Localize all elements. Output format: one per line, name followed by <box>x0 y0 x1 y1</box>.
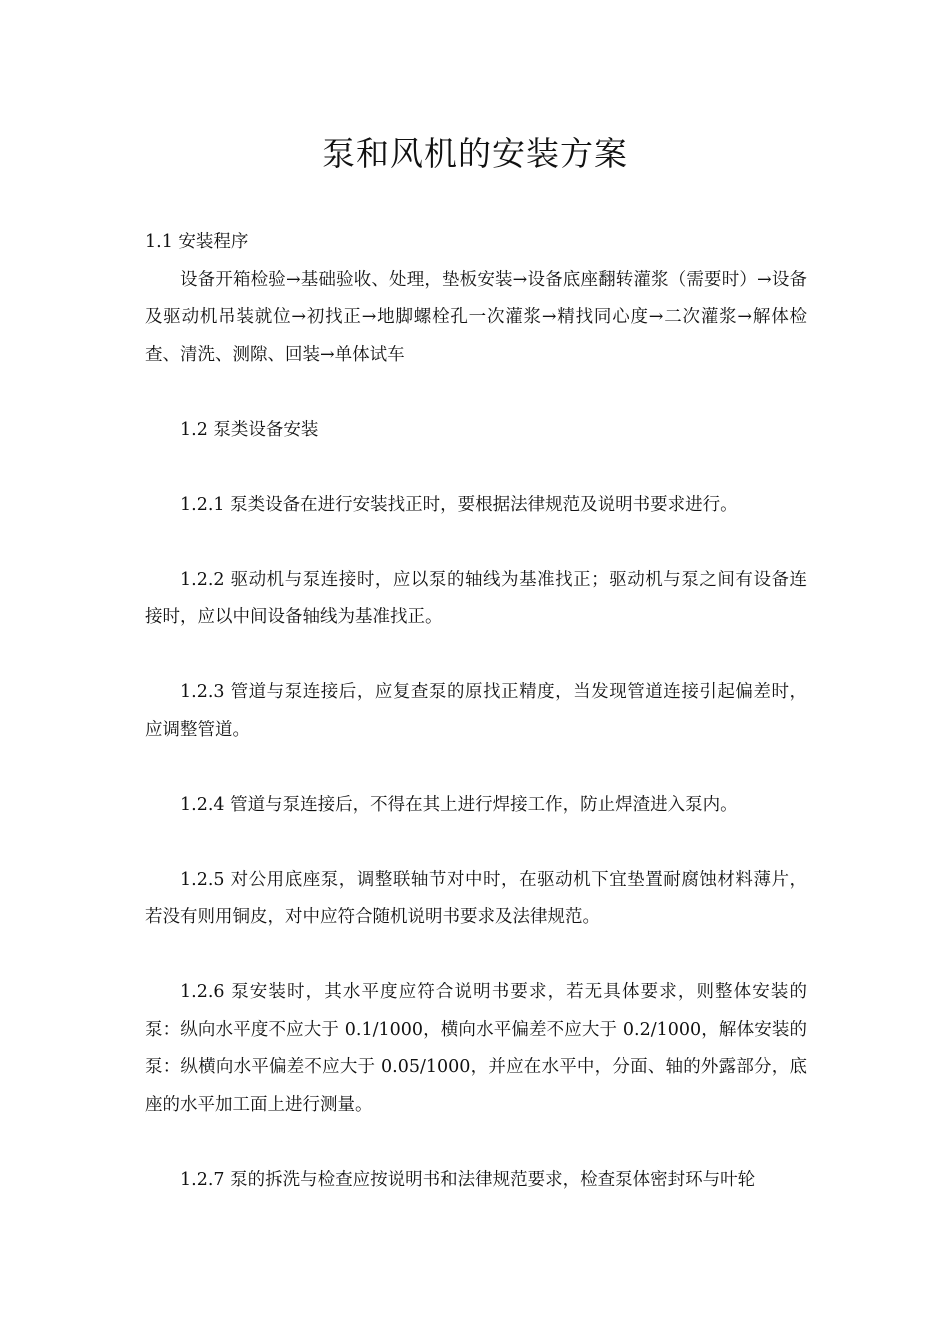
paragraph-1-2-3: 1.2.3 管道与泵连接后，应复查泵的原找正精度，当发现管道连接引起偏差时，应调整管道。 <box>145 682 807 740</box>
paragraph-1-2-6: 1.2.6 泵安装时，其水平度应符合说明书要求，若无具体要求，则整体安装的泵：纵向水平度不应大于 0.1/1000，横向水平偏差不应大于 0.2/1000，解体安装的泵：纵横向水平偏差不应大于 0.05/1000，并应在水平中，分面、轴的外露部分，底座的水平加工面上进行测量。 <box>145 982 807 1115</box>
document-body <box>145 224 807 1199</box>
section-heading-1-2: 1.2 泵类设备安装 <box>180 419 319 440</box>
paragraph-1-2-7: 1.2.7 泵的拆洗与检查应按说明书和法律规范要求，检查泵体密封环与叶轮 <box>180 1169 756 1190</box>
paragraph-install-procedure: 设备开箱检验→基础验收、处理，垫板安装→设备底座翻转灌浆（需要时）→设备及驱动机吊装就位→初找正→地脚螺栓孔一次灌浆→精找同心度→二次灌浆→解体检查、清洗、测隙、回装→单体试车 <box>145 269 807 365</box>
paragraph-1-2-4: 1.2.4 管道与泵连接后，不得在其上进行焊接工作，防止焊渣进入泵内。 <box>180 794 738 815</box>
paragraph-1-2-2: 1.2.2 驱动机与泵连接时，应以泵的轴线为基准找正；驱动机与泵之间有设备连接时，应以中间设备轴线为基准找正。 <box>145 569 807 627</box>
paragraph-1-2-1: 1.2.1 泵类设备在进行安装找正时，要根据法律规范及说明书要求进行。 <box>180 494 738 515</box>
document-title: 泵和风机的安装方案 <box>322 134 628 173</box>
section-heading-1-1: 1.1 安装程序 <box>145 232 249 252</box>
paragraph-1-2-5: 1.2.5 对公用底座泵，调整联轴节对中时，在驱动机下宜垫置耐腐蚀材料薄片，若没有则用铜皮，对中应符合随机说明书要求及法律规范。 <box>145 869 807 927</box>
